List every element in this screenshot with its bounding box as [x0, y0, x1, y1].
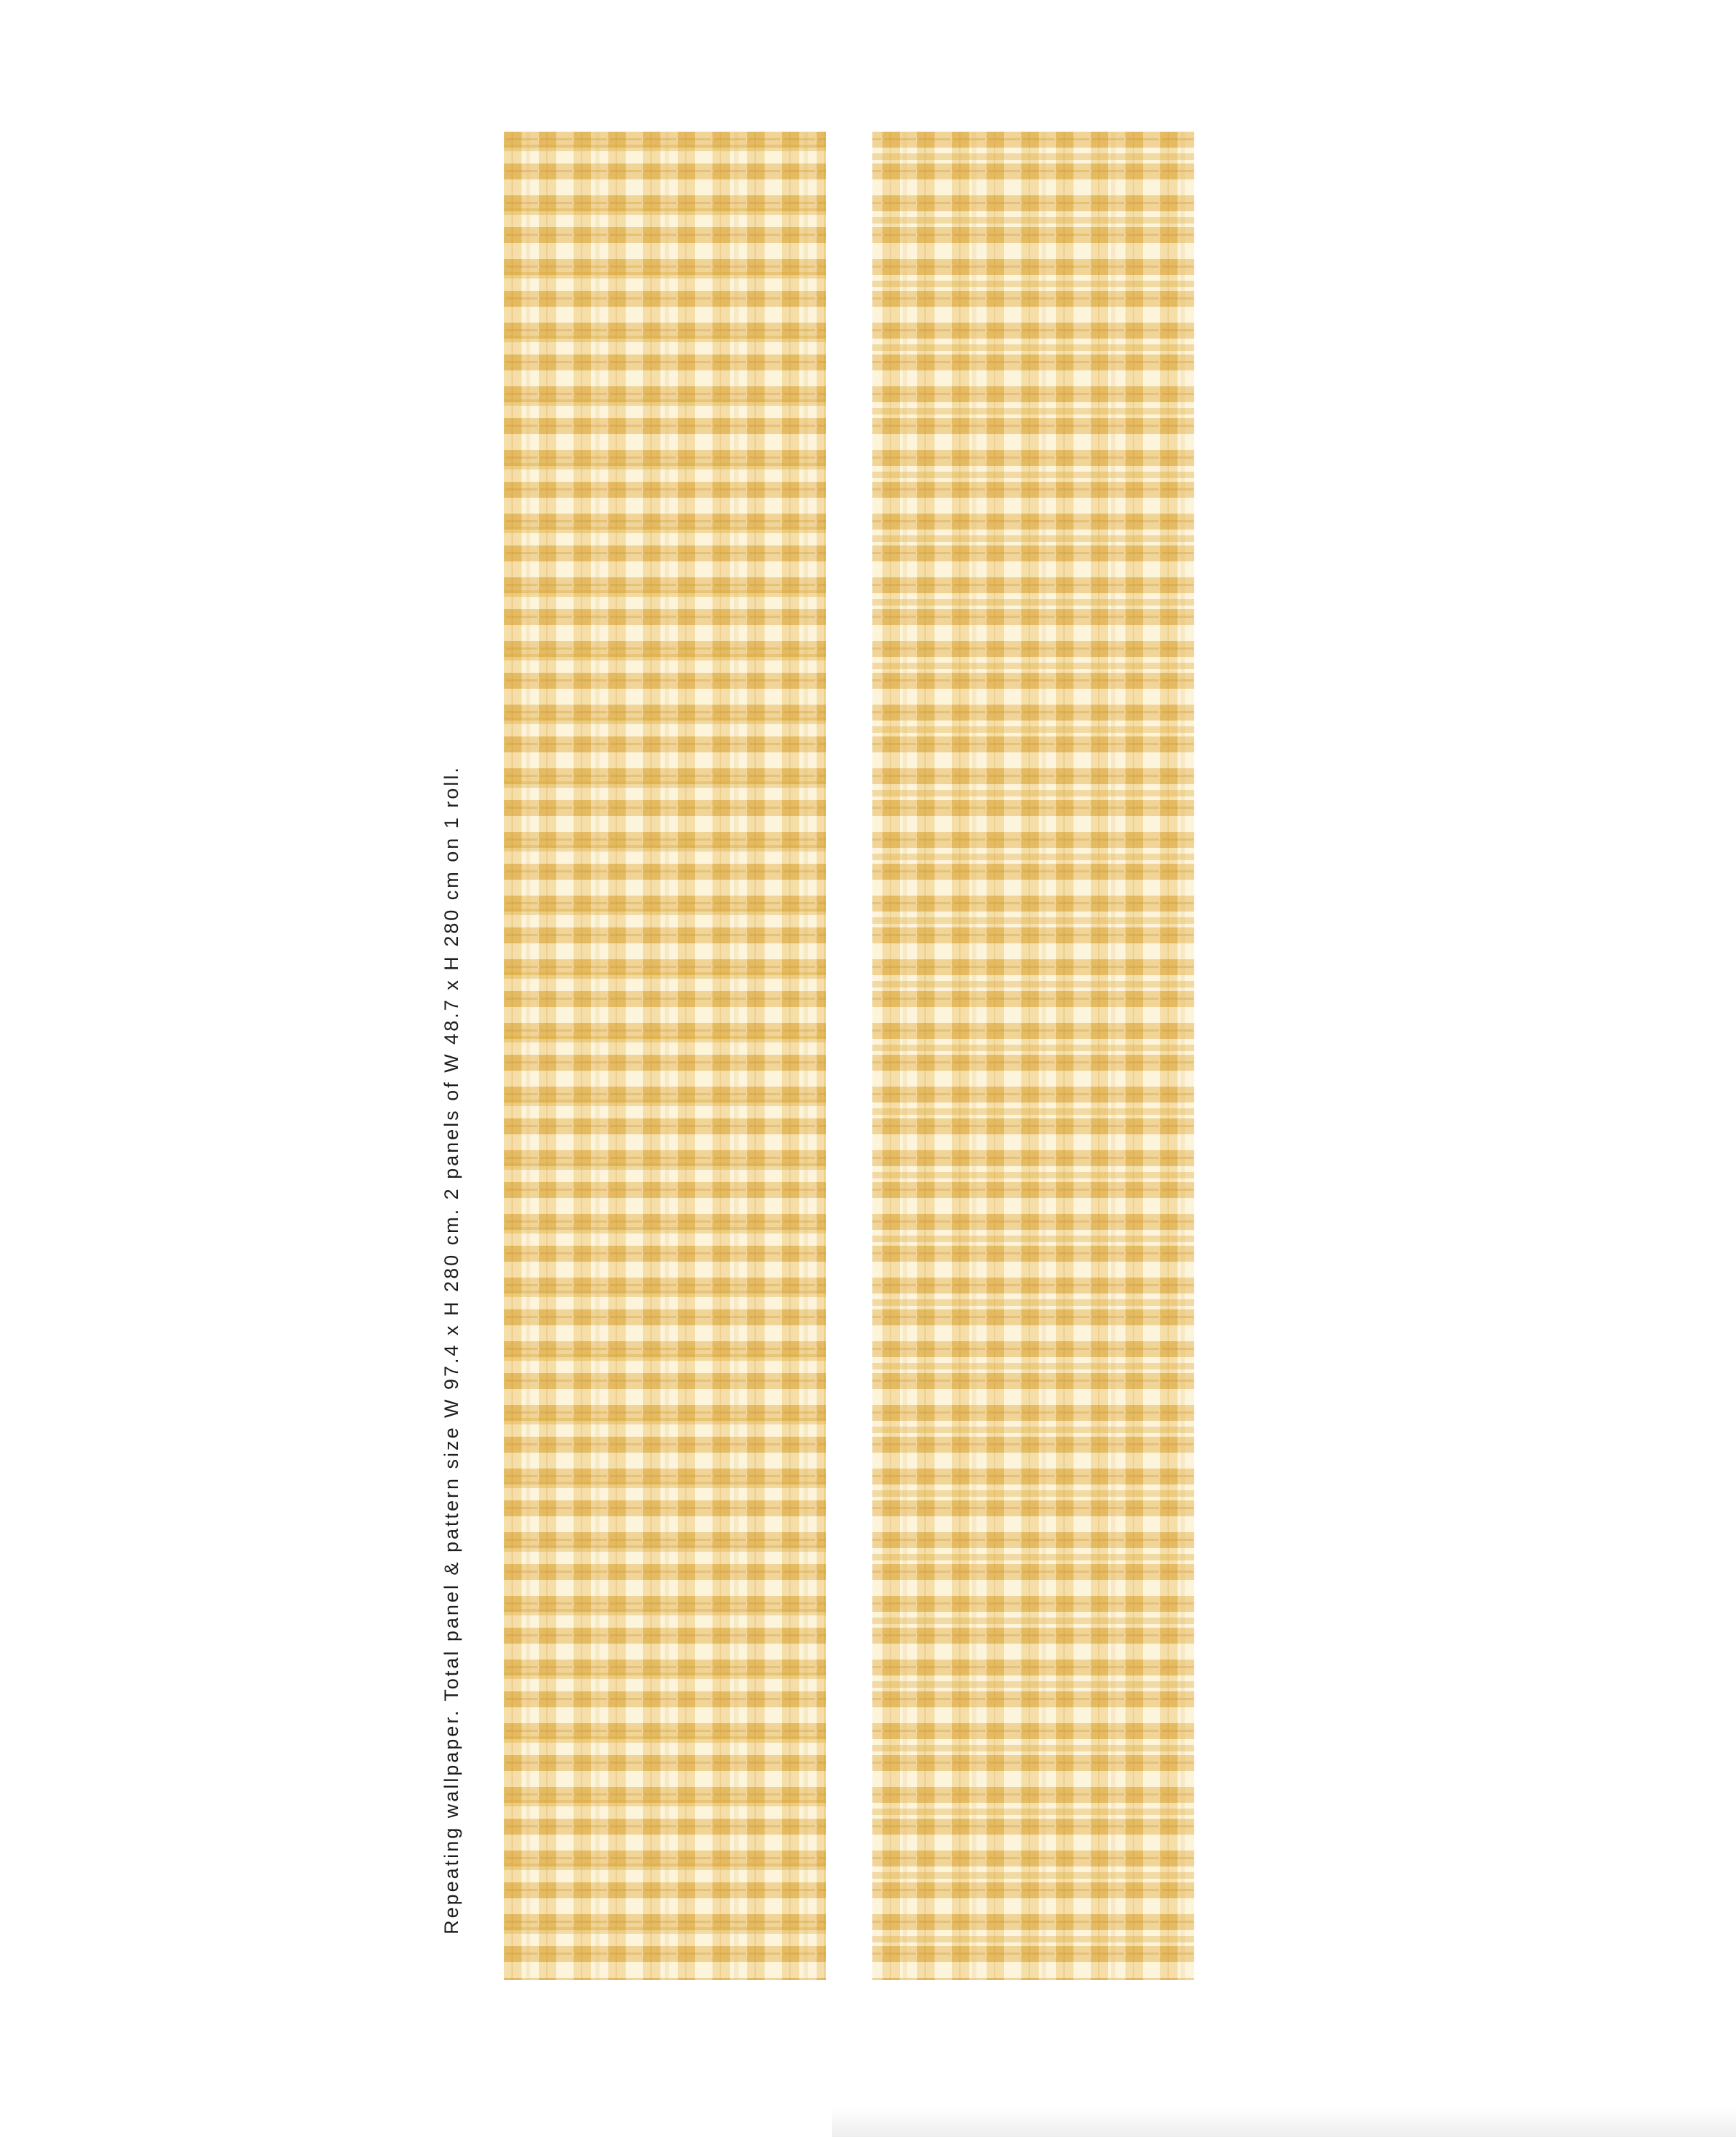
pattern-stripe	[872, 1554, 1194, 1560]
pattern-stripe	[872, 344, 1194, 351]
pattern-stripe	[665, 132, 669, 1980]
pattern-stripe	[872, 854, 1194, 860]
pattern-stripe	[872, 1427, 1194, 1433]
pattern-stripe	[872, 1936, 1194, 1942]
pattern-stripe	[595, 132, 600, 1980]
wallpaper-panel-2	[872, 132, 1194, 1980]
pattern-stripe	[872, 917, 1194, 924]
pattern-stripe	[972, 132, 977, 1980]
bottom-shadow	[832, 2107, 1736, 2137]
pattern-stripe	[872, 535, 1194, 542]
pattern-stripe	[872, 1618, 1194, 1624]
pattern-stripe	[872, 1236, 1194, 1242]
pattern-stripe	[872, 1809, 1194, 1815]
pattern-stripe	[1042, 132, 1046, 1980]
pattern-stripe	[526, 132, 530, 1980]
pattern-stripe	[1180, 132, 1185, 1980]
pattern-stripe	[872, 1108, 1194, 1115]
pattern-stripe	[872, 1172, 1194, 1178]
pattern-stripe	[872, 472, 1194, 478]
pattern-stripe	[872, 663, 1194, 669]
pattern-stripe	[872, 1299, 1194, 1306]
pattern-stripe	[872, 1745, 1194, 1751]
wallpaper-panel-1	[504, 132, 826, 1980]
pattern-stripe	[804, 132, 808, 1980]
pattern-stripe	[872, 1363, 1194, 1369]
pattern-stripe	[872, 981, 1194, 987]
pattern-stripe	[872, 726, 1194, 733]
pattern-stripe	[872, 281, 1194, 287]
pattern-stripe	[872, 153, 1194, 160]
pattern-stripe	[1111, 132, 1115, 1980]
pattern-stripe	[903, 132, 907, 1980]
pattern-stripe	[734, 132, 739, 1980]
pattern-stripe	[872, 790, 1194, 796]
pattern-stripe	[872, 1872, 1194, 1879]
pattern-stripe	[872, 1045, 1194, 1051]
pattern-stripe	[872, 217, 1194, 224]
pattern-stripe	[872, 408, 1194, 415]
pattern-stripe	[872, 1490, 1194, 1497]
dimensions-caption: Repeating wallpaper. Total panel & pattern size W 97.4 x H 280 cm. 2 panels of W 48.7 x H 280 cm on 1 roll.	[441, 765, 462, 1934]
pattern-stripe	[872, 599, 1194, 606]
pattern-stripe	[872, 1681, 1194, 1688]
